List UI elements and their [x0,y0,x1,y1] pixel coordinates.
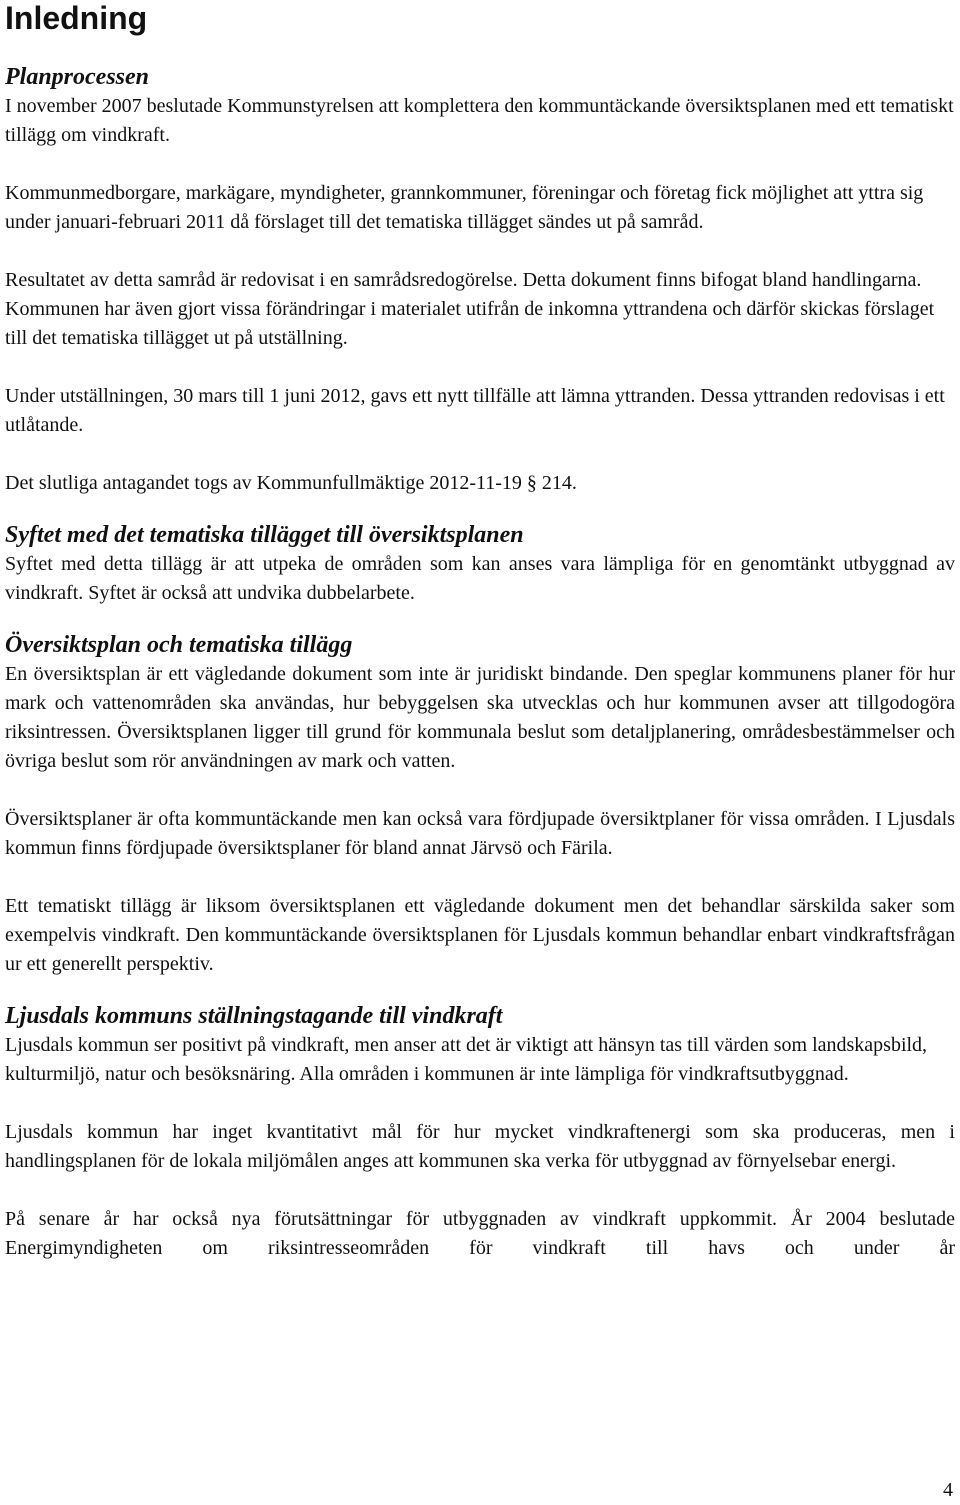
section-heading-oversiktsplan: Översiktsplan och tematiska tillägg [5,632,353,658]
section-heading-syftet: Syftet med det tematiska tillägget till översiktsplanen [5,522,524,548]
paragraph: Ljusdals kommun har inget kvantitativt mål för hur mycket vindkraftenergi som ska produceras, men i handlingsplanen för de lokala miljömålen anges att kommunen ska verka för utbyggnad av förnyelsebar energi. [5,1121,955,1172]
paragraph: Under utställningen, 30 mars till 1 juni 2012, gavs ett nytt tillfälle att lämna yttranden. Dessa yttranden redovisas i ett utlåtande. [5,385,945,436]
paragraph: Ett tematiskt tillägg är liksom översiktsplanen ett vägledande dokument men det behandlar särskilda saker som exempelvis vindkraft. Den kommuntäckande översiktsplanen för Ljusdals kommun behandlar enbart vindkraftsfrågan ur ett generellt perspektiv. [5,895,955,975]
section-heading-planprocessen: Planprocessen [5,64,149,90]
paragraph: Resultatet av detta samråd är redovisat i en samrådsredogörelse. Detta dokument finns bifogat bland handlingarna. Kommunen har även gjort vissa förändringar i materialet utifrån de inkomna yttrandena och därför skickas förslaget till det tematiska tillägget ut på utställning. [5,269,935,349]
paragraph: På senare år har också nya förutsättningar för utbyggnaden av vindkraft uppkommit. År 2004 beslutade Energimyndigheten om riksintresseområden för vindkraft till havs och under år [5,1208,955,1259]
paragraph: I november 2007 beslutade Kommunstyrelsen att komplettera den kommuntäckande översiktsplanen med ett tematiskt tillägg om vindkraft. [5,95,954,146]
paragraph: Det slutliga antagandet togs av Kommunfullmäktige 2012-11-19 § 214. [5,472,577,494]
paragraph: Kommunmedborgare, markägare, myndigheter, grannkommuner, föreningar och företag fick möjlighet att yttra sig under januari-februari 2011 då förslaget till det tematiska tillägget sändes ut på samråd. [5,182,924,233]
paragraph: En översiktsplan är ett vägledande dokument som inte är juridiskt bindande. Den speglar kommunens planer för hur mark och vattenområden ska användas, hur bebyggelsen ska utvecklas och hur kommunen avser att tillgodogöra riksintressen. Översiktsplanen ligger till grund för kommunala beslut som detaljplanering, områdesbestämmelser och övriga beslut som rör användningen av mark och vatten. [5,663,955,772]
page-number: 4 [943,1479,953,1501]
document-page [5,0,955,1263]
paragraph: Ljusdals kommun ser positivt på vindkraft, men anser att det är viktigt att hänsyn tas till värden som landskapsbild, kulturmiljö, natur och besöksnäring. Alla områden i kommunen är inte lämpliga för vindkraftsutbyggnad. [5,1034,928,1085]
paragraph: Översiktsplaner är ofta kommuntäckande men kan också vara fördjupade översiktplaner för vissa områden. I Ljusdals kommun finns fördjupade översiktsplaner för bland annat Järvsö och Färila. [5,808,955,859]
page-title: Inledning [5,0,148,36]
section-heading-stallningstagande: Ljusdals kommuns ställningstagande till vindkraft [5,1003,503,1029]
paragraph: Syftet med detta tillägg är att utpeka de områden som kan anses vara lämpliga för en genomtänkt utbyggnad av vindkraft. Syftet är också att undvika dubbelarbete. [5,553,955,604]
